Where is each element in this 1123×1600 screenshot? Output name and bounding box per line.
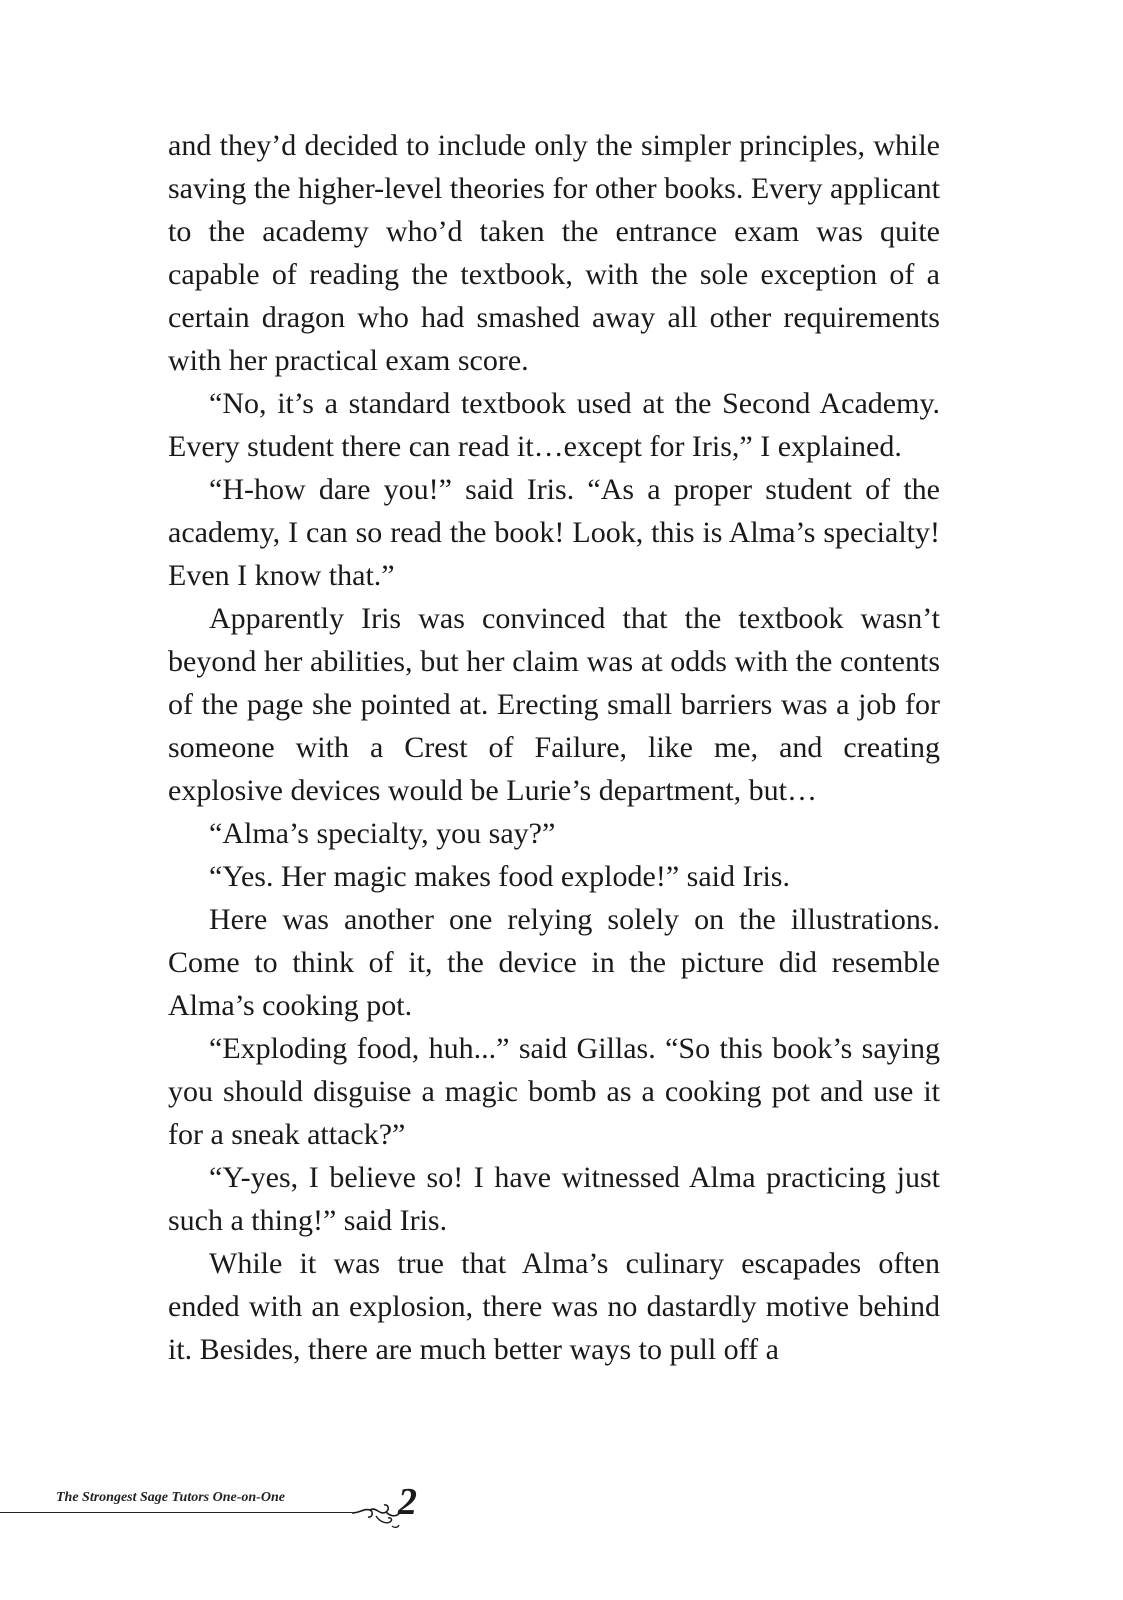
footer-rule bbox=[0, 1512, 352, 1513]
book-title: The Strongest Sage Tutors One-on-One bbox=[56, 1490, 285, 1505]
paragraph: Here was another one relying solely on the illustrations. Come to think of it, the device in the picture did resemble Alma’s cooking pot. bbox=[168, 903, 940, 1022]
paragraph: While it was true that Alma’s culinary escapades often ended with an explosion, there was no dastardly motive behind it. Besides, there are much better ways to pull off a bbox=[168, 1247, 940, 1366]
paragraph: “No, it’s a standard textbook used at the Second Academy. Every student there can read it…except for Iris,” I explained. bbox=[168, 387, 940, 463]
page-number: 2 bbox=[398, 1481, 417, 1523]
paragraph: “Alma’s specialty, you say?” bbox=[209, 817, 556, 850]
paragraph: “Exploding food, huh...” said Gillas. “So this book’s saying you should disguise a magic bomb as a cooking pot and use it for a sneak attack?” bbox=[168, 1032, 940, 1151]
paragraph: “H-how dare you!” said Iris. “As a proper student of the academy, I can so read the book! Look, this is Alma’s specialty! Even I know that.” bbox=[168, 473, 940, 592]
page-body bbox=[168, 124, 940, 1371]
flourish-icon bbox=[352, 1472, 432, 1530]
paragraph: “Yes. Her magic makes food explode!” said Iris. bbox=[209, 860, 790, 893]
page-footer bbox=[0, 1481, 417, 1550]
paragraph: “Y-yes, I believe so! I have witnessed Alma practicing just such a thing!” said Iris. bbox=[168, 1161, 940, 1237]
paragraph-continuation: and they’d decided to include only the simpler principles, while saving the higher-level theories for other books. Every applicant to the academy who’d taken the entrance exam was quite capable of reading the textbook, with the sole exception of a certain dragon who had smashed away all other requirements with her practical exam score. bbox=[168, 129, 940, 377]
paragraph: Apparently Iris was convinced that the textbook wasn’t beyond her abilities, but her claim was at odds with the contents of the page she pointed at. Erecting small barriers was a job for someone with a Crest of Failure, like me, and creating explosive devices would be Lurie’s department, but… bbox=[168, 602, 940, 807]
